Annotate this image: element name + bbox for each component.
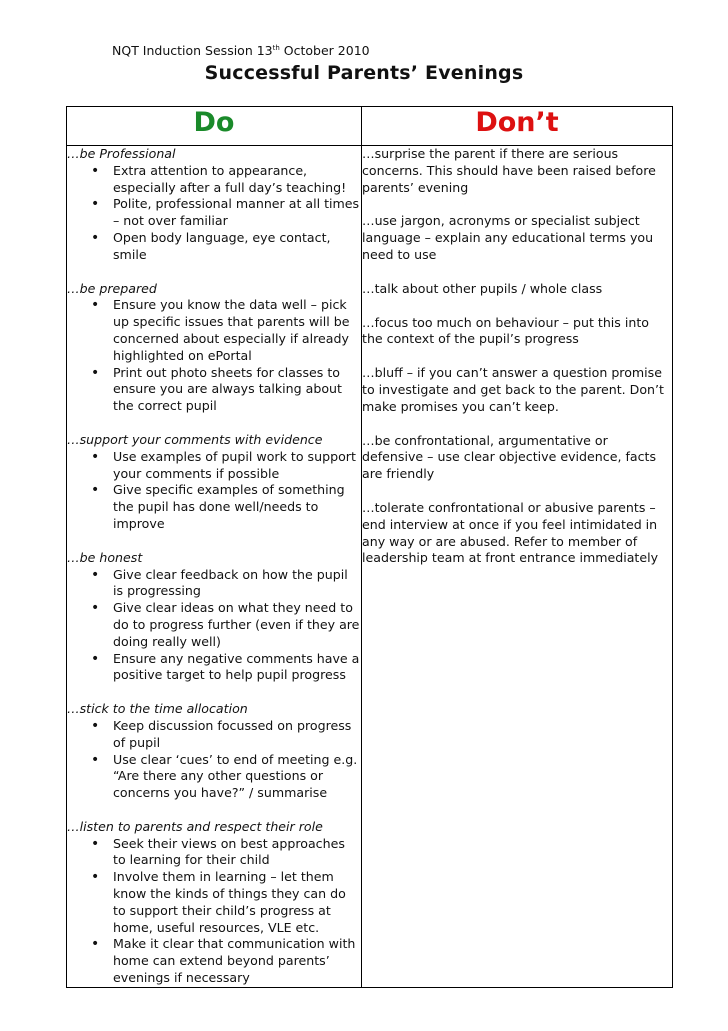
do-bullet: • Give clear ideas on what they need to do to progress further (even if they are doing really well) [113, 600, 361, 650]
dont-item: …talk about other pupils / whole class [362, 280, 603, 296]
do-bullet: • Involve them in learning – let them know the kinds of things they can do to support their child’s progress at home, useful resources, VLE etc. [113, 869, 361, 936]
session-heading [112, 43, 370, 58]
dont-item: …focus too much on behaviour – put this into the context of the pupil’s progress [362, 314, 649, 347]
do-bullet: • Seek their views on best approaches to learning for their child [113, 836, 361, 870]
session-prefix: NQT Induction Session 13 [112, 43, 273, 58]
do-column [67, 146, 362, 988]
do-bullet: • Polite, professional manner at all times – not over familiar [113, 196, 361, 230]
do-bullet: • Use examples of pupil work to support your comments if possible [113, 449, 361, 483]
do-section [67, 281, 361, 415]
do-bullet: • Make it clear that communication with home can extend beyond parents’ evenings if necessary [113, 936, 361, 986]
do-section-title: …listen to parents and respect their role [67, 818, 323, 834]
dont-heading: Don’t [362, 107, 673, 146]
do-section-title: …support your comments with evidence [67, 431, 323, 447]
do-bullet: • Use clear ‘cues’ to end of meeting e.g. “Are there any other questions or concerns you have?” / summarise [113, 752, 361, 802]
dont-column [362, 146, 673, 988]
do-bullet: • Keep discussion focussed on progress of pupil [113, 718, 361, 752]
do-bullet: • Print out photo sheets for classes to ensure you are always talking about the correct pupil [113, 365, 361, 415]
do-bullet: • Ensure any negative comments have a positive target to help pupil progress [113, 651, 361, 685]
dont-item: …use jargon, acronyms or specialist subject language – explain any educational terms you need to use [362, 213, 654, 262]
session-date-suffix: th [272, 43, 280, 52]
do-section [67, 550, 361, 684]
do-dont-table [66, 106, 673, 988]
do-bullet: • Give clear feedback on how the pupil is progressing [113, 567, 361, 601]
dont-item: …bluff – if you can’t answer a question promise to investigate and get back to the parent. Don’t make promises you can’t keep. [362, 365, 664, 414]
do-bullet: • Ensure you know the data well – pick up specific issues that parents will be concerned about especially if already highlighted on ePortal [113, 297, 361, 364]
do-heading: Do [67, 107, 362, 146]
do-section-title: …be prepared [67, 280, 157, 296]
page-title: Successful Parents’ Evenings [204, 62, 524, 84]
do-section-title: …stick to the time allocation [67, 701, 248, 717]
do-section-title: …be Professional [67, 146, 176, 161]
do-bullet: • Open body language, eye contact, smile [113, 230, 361, 264]
dont-item: …tolerate confrontational or abusive parents – end interview at once if you feel intimidated in any way or are abused. Refer to member of leadership team at front entrance immediately [362, 499, 659, 566]
do-section [67, 432, 361, 533]
do-bullet: • Extra attention to appearance, especially after a full day’s teaching! [113, 163, 361, 197]
dont-item: …be confrontational, argumentative or defensive – use clear objective evidence, facts are friendly [362, 432, 657, 482]
session-suffix: October 2010 [279, 43, 370, 58]
dont-item: …surprise the parent if there are serious concerns. This should have been raised before parents’ evening [362, 146, 656, 195]
do-section-title: …be honest [67, 549, 143, 565]
do-section [67, 146, 361, 264]
do-bullet: • Give specific examples of something the pupil has done well/needs to improve [113, 482, 361, 532]
do-section [67, 701, 361, 802]
do-section [67, 819, 361, 987]
